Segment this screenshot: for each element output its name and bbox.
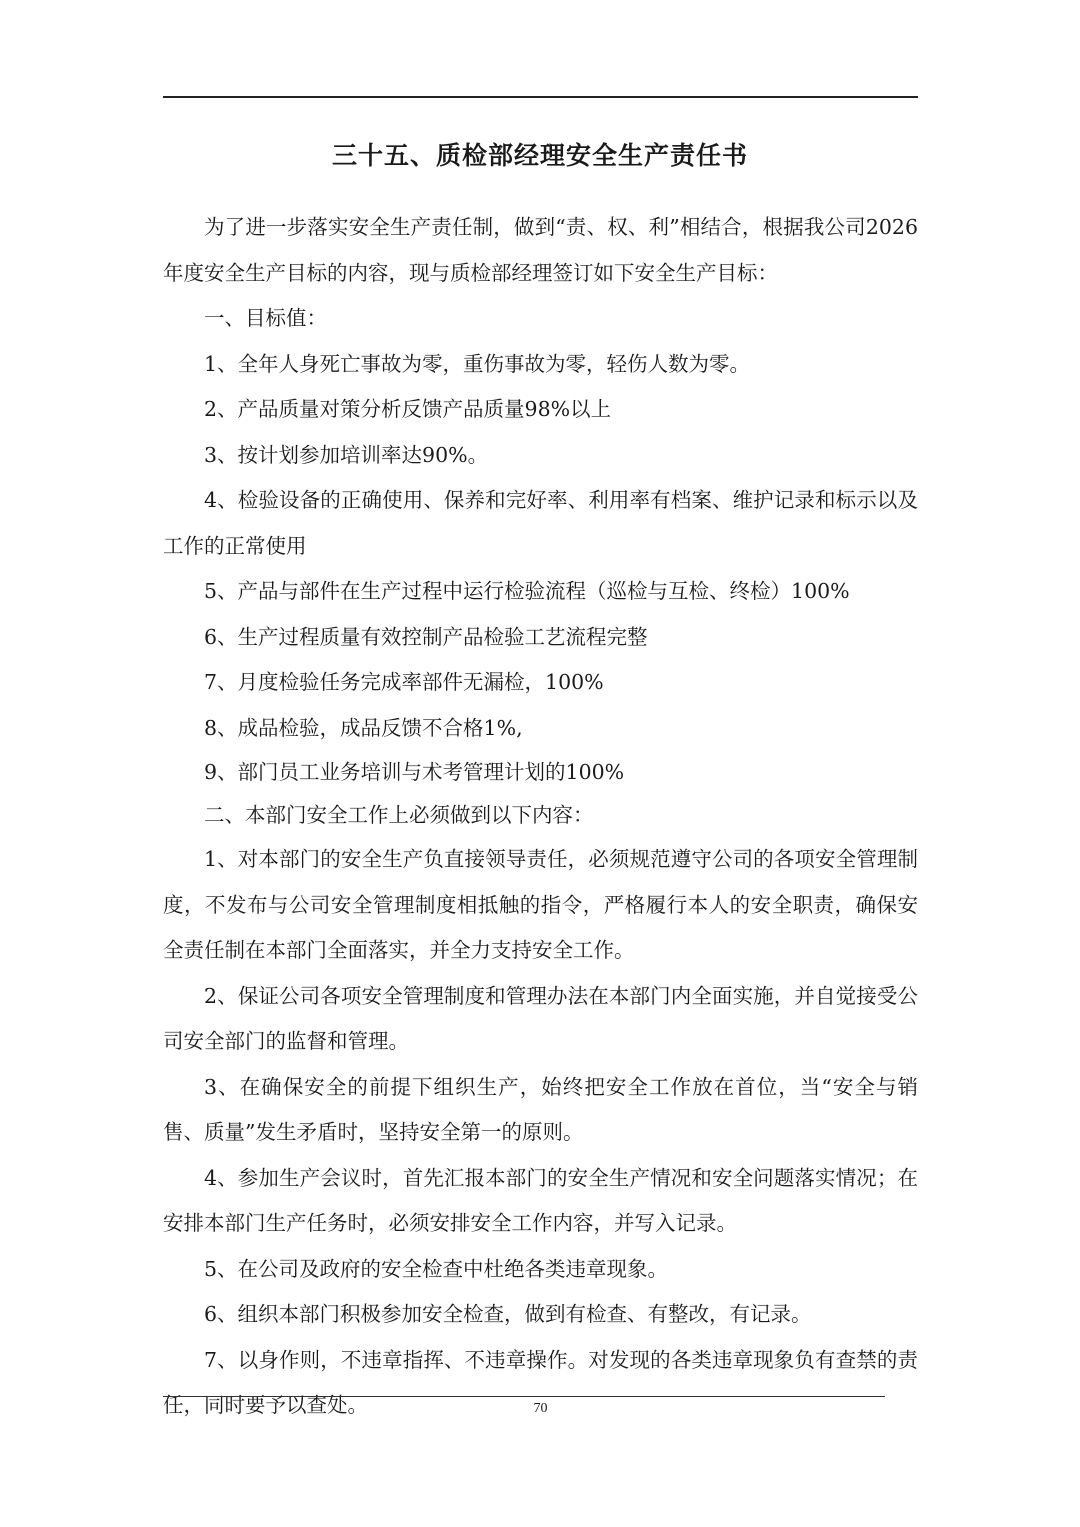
document-title: 三十五、质检部经理安全生产责任书 xyxy=(331,141,748,170)
section1-item: 8、成品检验，成品反馈不合格1%, xyxy=(204,715,523,740)
section2-heading: 二、本部门安全工作上必须做到以下内容： xyxy=(204,803,594,827)
section2-item: 7、以身作则，不违章指挥、不违章操作。对发现的各类违章现象负有查禁的责任，同时要予以查处。 xyxy=(163,1347,918,1417)
section1-item: 1、全年人身死亡事故为零，重伤事故为零，轻伤人数为零。 xyxy=(204,351,751,376)
section2-item: 3、在确保安全的前提下组织生产，始终把安全工作放在首位，当“安全与销售、质量”发生矛盾时，坚持安全第一的原则。 xyxy=(163,1074,918,1144)
section1-item: 2、产品质量对策分析反馈产品质量98%以上 xyxy=(204,397,612,421)
section2-item: 5、在公司及政府的安全检查中杜绝各类违章现象。 xyxy=(204,1256,669,1281)
section1-heading: 一、目标值： xyxy=(204,306,327,330)
section2-item: 4、参加生产会议时，首先汇报本部门的安全生产情况和安全问题落实情况；在安排本部门生产任务时，必须安排安全工作内容，并写入记录。 xyxy=(163,1165,918,1235)
section1-item: 3、按计划参加培训率达90%。 xyxy=(204,442,489,467)
section1-item: 4、检验设备的正确使用、保养和完好率、利用率有档案、维护记录和标示以及工作的正常使用 xyxy=(163,488,918,558)
section1-item: 7、月度检验任务完成率部件无漏检，100% xyxy=(204,670,604,694)
section2-item: 6、组织本部门积极参加安全检查，做到有检查、有整改，有记录。 xyxy=(204,1302,812,1326)
page-number: 70 xyxy=(533,1401,548,1416)
section1-item: 6、生产过程质量有效控制产品检验工艺流程完整 xyxy=(204,624,648,649)
document-body xyxy=(163,205,918,1429)
intro-paragraph: 为了进一步落实安全生产责任制，做到“责、权、利”相结合，根据我公司2026年度安全生产目标的内容，现与质检部经理签订如下安全生产目标： xyxy=(163,215,918,285)
footer-rule xyxy=(163,1396,885,1397)
header-rule xyxy=(163,96,918,98)
section1-item: 9、部门员工业务培训与术考管理计划的100% xyxy=(204,760,625,784)
section1-item: 5、产品与部件在生产过程中运行检验流程（巡检与互检、终检）100% xyxy=(204,579,850,603)
section2-item: 2、保证公司各项安全管理制度和管理办法在本部门内全面实施，并自觉接受公司安全部门的监督和管理。 xyxy=(163,983,918,1053)
section2-item: 1、对本部门的安全生产负直接领导责任，必须规范遵守公司的各项安全管理制度，不发布与公司安全管理制度相抵触的指令，严格履行本人的安全职责，确保安全责任制在本部门全面落实，并全力支持安全工作。 xyxy=(163,847,918,962)
